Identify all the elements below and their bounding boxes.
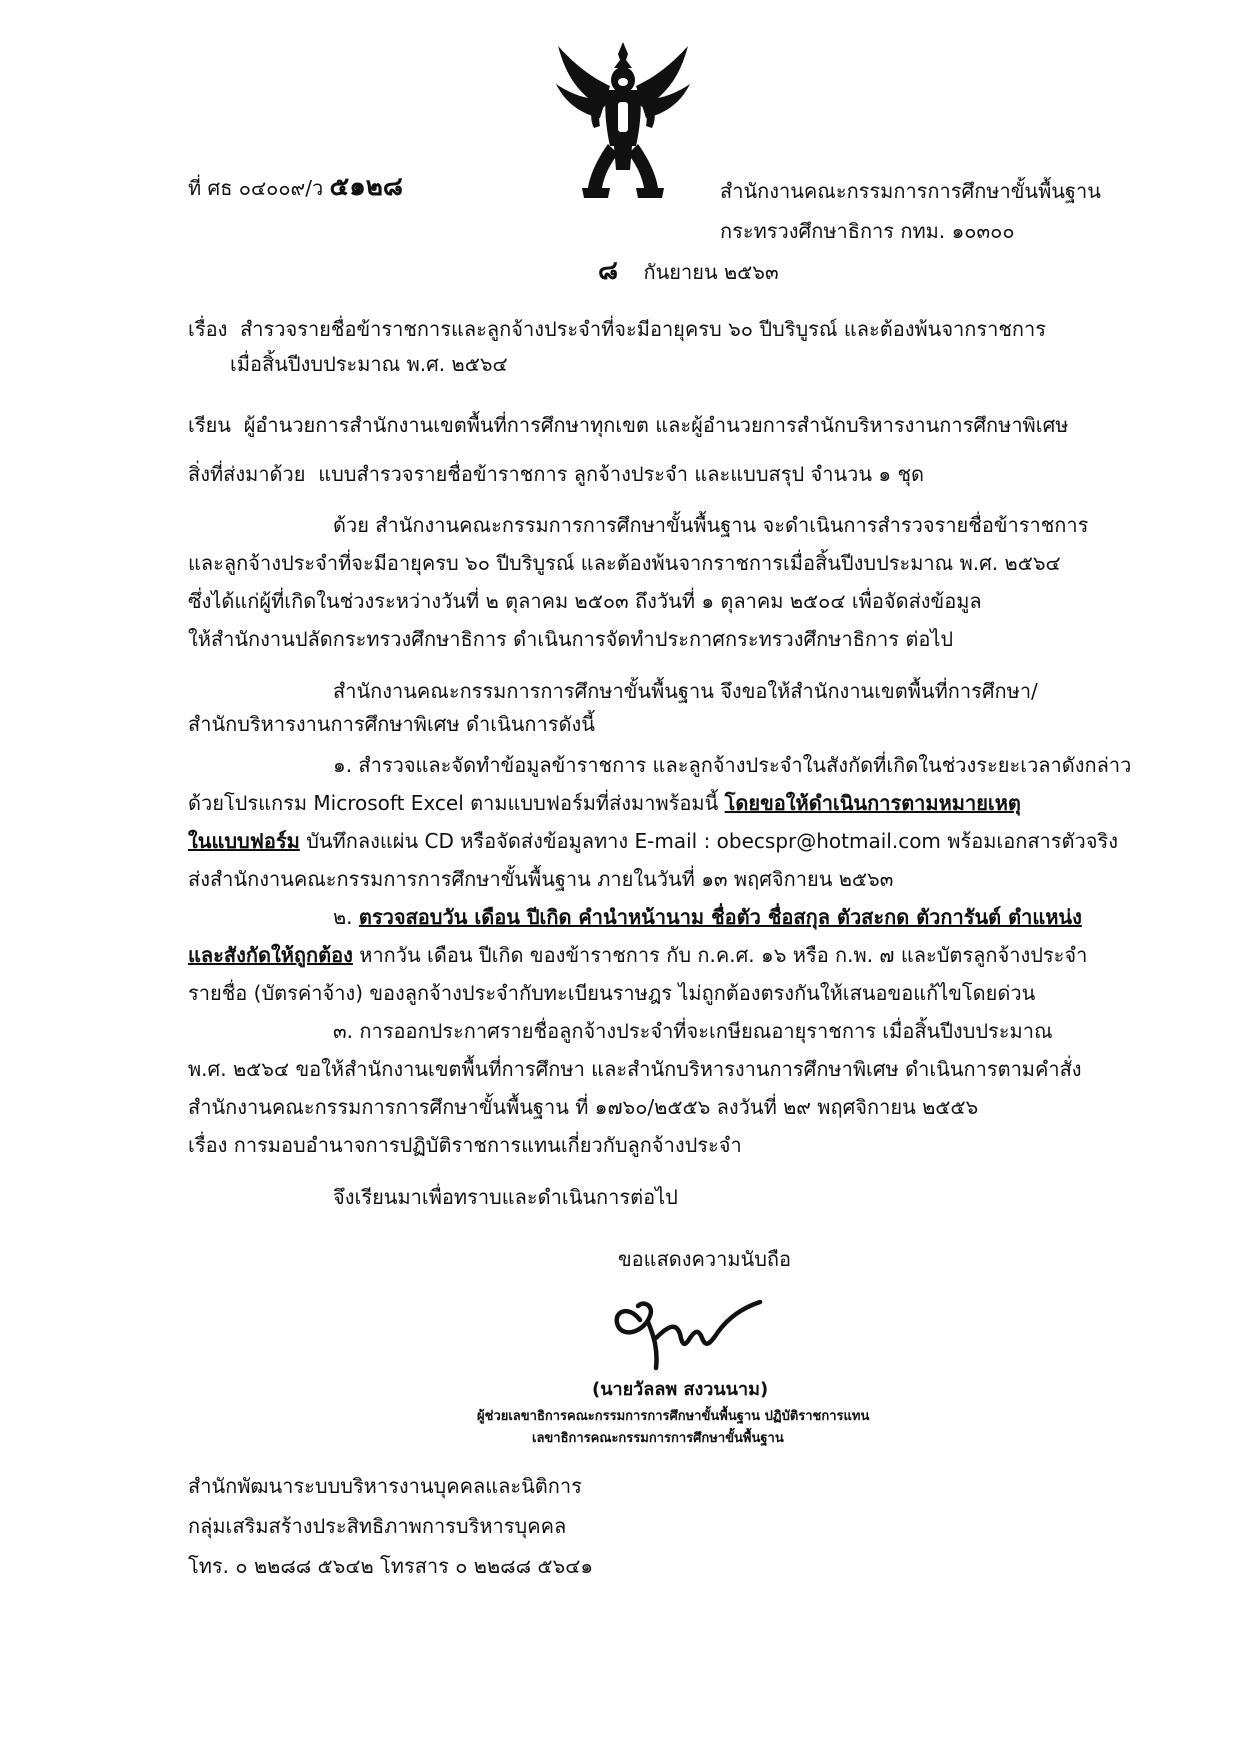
para1-line3: ซึ่งได้แก่ผู้ที่เกิดในช่วงระหว่างวันที่ ๒ ตุลาคม ๒๕๐๓ ถึงวันที่ ๑ ตุลาคม ๒๕๐๔ เพื่อจัดส่งข้อมูล: [188, 589, 982, 613]
para1-line2: และลูกจ้างประจำที่จะมีอายุครบ ๖๐ ปีบริบูรณ์ และต้องพ้นจากราชการเมื่อสิ้นปีงบประมาณ พ.ศ. ๒๕๖๔: [188, 551, 1061, 575]
item2-line2-text: หากวัน เดือน ปีเกิด ของข้าราชการ กับ ก.ค.ศ. ๑๖ หรือ ก.พ. ๗ และบัตรลูกจ้างประจำ: [359, 943, 1088, 967]
item2-number: ๒.: [333, 905, 353, 929]
recipient-label: เรียน: [188, 413, 231, 437]
footer-contact: โทร. ๐ ๒๒๘๘ ๕๖๔๒ โทรสาร ๐ ๒๒๘๘ ๕๖๔๑: [188, 1554, 594, 1578]
item3-line2: พ.ศ. ๒๕๖๔ ขอให้สำนักงานเขตพื้นที่การศึกษา และสำนักบริหารงานการศึกษาพิเศษ ดำเนินการตามคำสั่ง: [188, 1057, 1082, 1081]
recipient-text: ผู้อำนวยการสำนักงานเขตพื้นที่การศึกษาทุกเขต และผู้อำนวยการสำนักบริหารงานการศึกษาพิเศษ: [243, 413, 1069, 437]
subject-line: [188, 316, 1046, 342]
date-month-year: กันยายน ๒๕๖๓: [643, 260, 779, 284]
issuer-name: สำนักงานคณะกรรมการการศึกษาขั้นพื้นฐาน: [720, 179, 1101, 203]
item3-line3: สำนักงานคณะกรรมการการศึกษาขั้นพื้นฐาน ที่ ๑๗๖๐/๒๕๕๖ ลงวันที่ ๒๙ พฤศจิกายน ๒๕๕๖: [188, 1095, 979, 1119]
recipient-line: [188, 412, 1068, 438]
para2-line2: สำนักบริหารงานการศึกษาพิเศษ ดำเนินการดังนี้: [188, 712, 595, 736]
item2-line2: [188, 942, 1087, 968]
footer-office: สำนักพัฒนาระบบบริหารงานบุคคลและนิติการ: [188, 1474, 582, 1498]
reference-handwritten: ๕๑๒๘: [329, 172, 403, 202]
item2-line3: รายชื่อ (บัตรค่าจ้าง) ของลูกจ้างประจำกับทะเบียนราษฎร ไม่ถูกต้องตรงกันให้เสนอขอแก้ไขโดยด่วน: [188, 981, 1036, 1005]
handwritten-signature: [610, 1292, 780, 1372]
letter-date: [598, 258, 779, 285]
para1-line1: ด้วย สำนักงานคณะกรรมการการศึกษาขั้นพื้นฐาน จะดำเนินการสำรวจรายชื่อข้าราชการ: [333, 513, 1089, 537]
enclosure-line: [188, 461, 924, 487]
signatory-title-2: เลขาธิการคณะกรรมการการศึกษาขั้นพื้นฐาน: [532, 1431, 784, 1446]
date-day-handwritten: ๘: [598, 256, 619, 286]
signatory-name: (นายวัลลพ สงวนนาม): [592, 1379, 769, 1400]
enclosure-text: แบบสำรวจรายชื่อข้าราชการ ลูกจ้างประจำ และแบบสรุป จำนวน ๑ ชุด: [318, 462, 925, 486]
reference-prefix: ที่ ศธ ๐๔๐๐๙/ว: [188, 176, 324, 200]
footer-group: กลุ่มเสริมสร้างประสิทธิภาพการบริหารบุคคล: [188, 1514, 567, 1538]
regards-text: ขอแสดงความนับถือ: [618, 1247, 792, 1271]
subject-label: เรื่อง: [188, 317, 228, 341]
item2-emphasis-1: ตรวจสอบวัน เดือน ปีเกิด คำนำหน้านาม ชื่อตัว ชื่อสกุล ตัวสะกด ตัวการันต์ ตำแหน่ง: [358, 905, 1082, 929]
subject-text-1: สำรวจรายชื่อข้าราชการและลูกจ้างประจำที่จะมีอายุครบ ๖๐ ปีบริบูรณ์ และต้องพ้นจากราชการ: [240, 317, 1047, 341]
item1-line1: ๑. สำรวจและจัดทำข้อมูลข้าราชการ และลูกจ้างประจำในสังกัดที่เกิดในช่วงระยะเวลาดังกล่าว: [333, 753, 1132, 777]
item1-emphasis-2: ในแบบฟอร์ม: [188, 829, 300, 853]
issuer-address: กระทรวงศึกษาธิการ กทม. ๑๐๓๐๐: [720, 219, 1015, 243]
garuda-emblem: [538, 38, 708, 208]
item3-line4: เรื่อง การมอบอำนาจการปฏิบัติราชการแทนเกี่ยวกับลูกจ้างประจำ: [188, 1133, 742, 1157]
item1-line3-text: บันทึกลงแผ่น CD หรือจัดส่งข้อมูลทาง E-mail : obecspr@hotmail.com พร้อมเอกสารตัวจริง: [306, 829, 1118, 853]
item2-emphasis-2: และสังกัดให้ถูกต้อง: [188, 943, 353, 967]
reference-number: [188, 174, 403, 201]
subject-text-2: เมื่อสิ้นปีงบประมาณ พ.ศ. ๒๕๖๔: [230, 352, 508, 376]
item1-line2: [188, 790, 1021, 816]
enclosure-label: สิ่งที่ส่งมาด้วย: [188, 462, 306, 486]
signatory-title-1: ผู้ช่วยเลขาธิการคณะกรรมการการศึกษาขั้นพื้นฐาน ปฏิบัติราชการแทน: [477, 1409, 870, 1424]
closing-line: จึงเรียนมาเพื่อทราบและดำเนินการต่อไป: [333, 1185, 678, 1209]
item1-emphasis-1: โดยขอให้ดำเนินการตามหมายเหตุ: [724, 791, 1021, 815]
para1-line4: ให้สำนักงานปลัดกระทรวงศึกษาธิการ ดำเนินการจัดทำประกาศกระทรวงศึกษาธิการ ต่อไป: [188, 627, 954, 651]
item2-line1: [333, 904, 1082, 930]
item1-line4: ส่งสำนักงานคณะกรรมการการศึกษาขั้นพื้นฐาน ภายในวันที่ ๑๓ พฤศจิกายน ๒๕๖๓: [188, 867, 894, 891]
item1-line2-text: ด้วยโปรแกรม Microsoft Excel ตามแบบฟอร์มที่ส่งมาพร้อมนี้: [188, 791, 719, 815]
para2-line1: สำนักงานคณะกรรมการการศึกษาขั้นพื้นฐาน จึงขอให้สำนักงานเขตพื้นที่การศึกษา/: [333, 679, 1038, 703]
item1-line3: [188, 828, 1118, 854]
item3-line1: ๓. การออกประกาศรายชื่อลูกจ้างประจำที่จะเกษียณอายุราชการ เมื่อสิ้นปีงบประมาณ: [333, 1019, 1053, 1043]
